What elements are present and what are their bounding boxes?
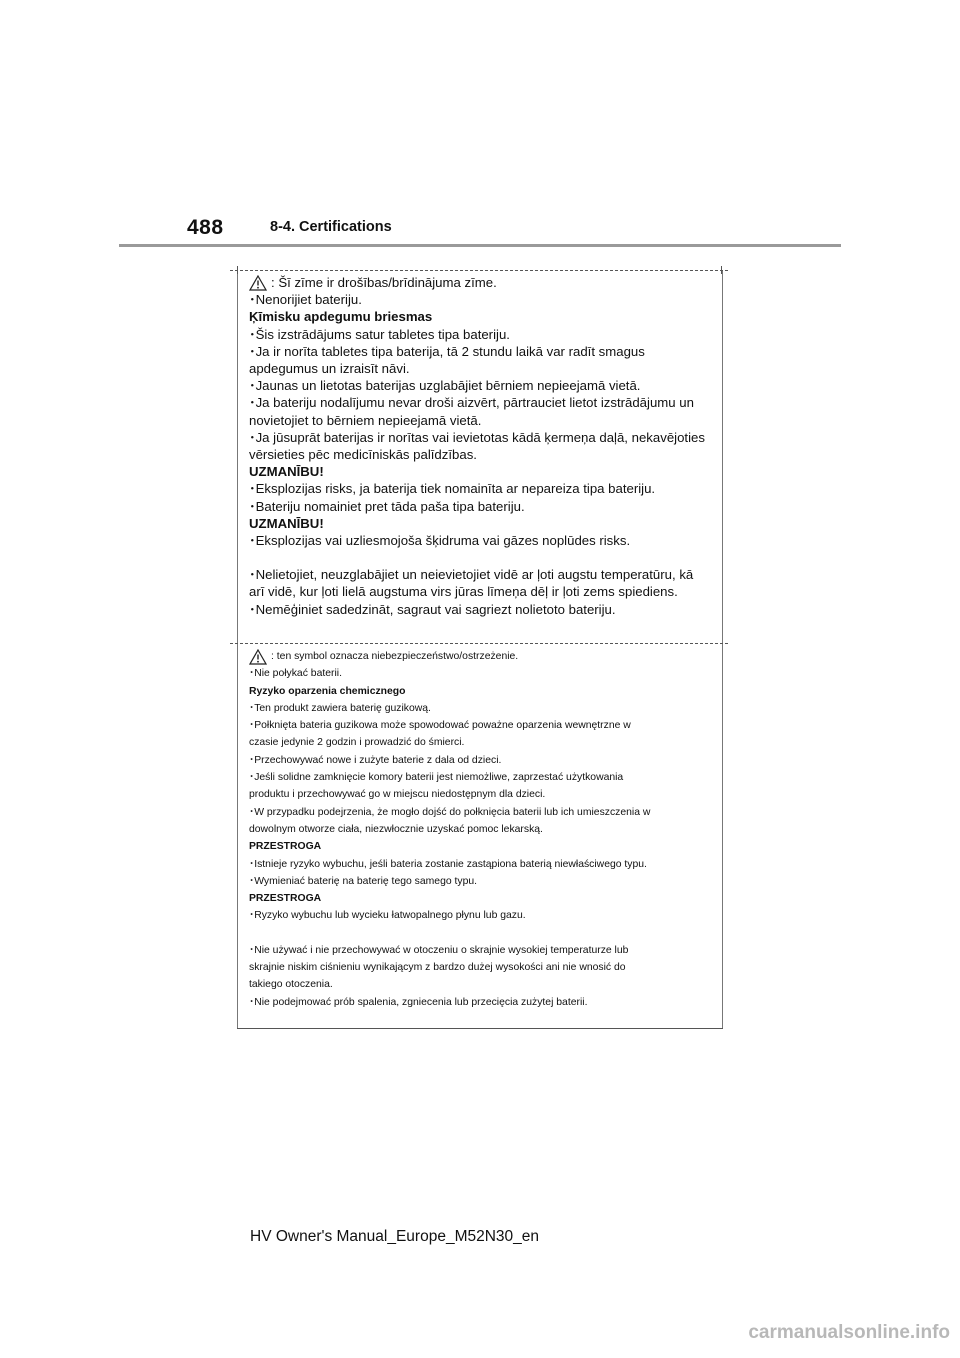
polish-warning-symbol-line xyxy=(249,648,709,665)
latvian-line: vērsieties pēc medicīniskās palīdzības. xyxy=(249,447,477,463)
page-header xyxy=(0,210,960,250)
latvian-line: ･Nelietojiet, neuzglabājiet un neievietojiet vidē ar ļoti augstu temperatūru, kā xyxy=(249,567,694,583)
polish-line: ･Nie używać i nie przechowywać w otoczeniu o skrajnie wysokiej temperaturze lub xyxy=(249,944,629,956)
label-divider xyxy=(230,643,728,644)
polish-line: skrajnie niskim ciśnieniu wynikającym z bardzo dużej wysokości ani nie wnosić do xyxy=(249,962,626,974)
latvian-line: novietojiet to bērniem nepieejamā vietā. xyxy=(249,412,482,428)
site-watermark: carmanualsonline.info xyxy=(748,1322,950,1343)
latvian-line: arī vidē, kur ļoti lielā augstuma virs jūras līmeņa dēļ ir ļoti zems spiediens. xyxy=(249,584,678,600)
polish-line: ･Nie podejmować prób spalenia, zgniecenia lub przecięcia zużytej baterii. xyxy=(249,996,588,1008)
manual-footer: HV Owner's Manual_Europe_M52N30_en xyxy=(250,1228,540,1245)
latvian-line: ･Ja bateriju nodalījumu nevar droši aizvērt, pārtrauciet lietot izstrādājumu un xyxy=(249,395,694,411)
latvian-line: ･Ja jūsuprāt baterijas ir norītas vai ievietotas kādā ķermeņa daļā, nekavējoties xyxy=(249,429,705,445)
latvian-line: ･Ja ir norīta tabletes tipa baterija, tā 2 stundu laikā var radīt smagus xyxy=(249,343,645,359)
polish-heading: PRZESTROGA xyxy=(249,893,322,905)
polish-line: czasie jedynie 2 godzin i prowadzić do śmierci. xyxy=(249,737,465,749)
warning-triangle-icon xyxy=(249,649,267,665)
polish-line: ･W przypadku podejrzenia, że mogło dojść do połknięcia baterii lub ich umieszczenia w xyxy=(249,806,651,818)
polish-line: ･Wymieniać baterię na baterię tego samego typu. xyxy=(249,875,478,887)
crop-mark xyxy=(721,266,722,274)
polish-line: produktu i przechowywać go w miejscu niedostępnym dla dzieci. xyxy=(249,789,546,801)
header-rule xyxy=(119,244,841,247)
polish-line: ･Ryzyko wybuchu lub wycieku łatwopalnego płynu lub gazu. xyxy=(249,910,526,922)
latvian-line: ･Eksplozijas risks, ja baterija tiek nomainīta ar nepareiza tipa bateriju. xyxy=(249,481,656,497)
section-title: 8-4. Certifications xyxy=(270,219,392,235)
latvian-warning-symbol-text: : Šī zīme ir drošības/brīdinājuma zīme. xyxy=(271,275,497,290)
polish-line: ･Przechowywać nowe i zużyte baterie z dala od dzieci. xyxy=(249,754,502,766)
polish-line: ･Jeśli solidne zamknięcie komory baterii jest niemożliwe, zaprzestać użytkowania xyxy=(249,772,624,784)
latvian-line: apdegumus un izraisīt nāvi. xyxy=(249,361,410,377)
latvian-heading: UZMANĪBU! xyxy=(249,464,324,480)
paragraph-gap xyxy=(249,925,709,942)
latvian-line: ･Šis izstrādājums satur tabletes tipa bateriju. xyxy=(249,326,510,342)
page-number: 488 xyxy=(187,216,224,239)
polish-heading: Ryzyko oparzenia chemicznego xyxy=(249,685,406,697)
crop-mark xyxy=(237,266,238,274)
latvian-line: ･Nemēģiniet sadedzināt, sagraut vai sagriezt nolietoto bateriju. xyxy=(249,601,616,617)
polish-line: dowolnym otworze ciała, niezwłocznie uzyskać pomoc lekarską. xyxy=(249,823,543,835)
paragraph-gap xyxy=(249,549,709,566)
latvian-warning-symbol-line xyxy=(249,274,709,291)
latvian-line: ･Nenorijiet bateriju. xyxy=(249,292,362,308)
latvian-heading: UZMANĪBU! xyxy=(249,515,324,531)
latvian-line: ･Bateriju nomainiet pret tāda paša tipa bateriju. xyxy=(249,498,525,514)
polish-warning-section xyxy=(249,648,709,1011)
latvian-heading: Ķīmisku apdegumu briesmas xyxy=(249,309,433,325)
label-top-border xyxy=(230,270,728,271)
latvian-line: ･Jaunas un lietotas baterijas uzglabājiet bērniem nepieejamā vietā. xyxy=(249,378,641,394)
latvian-line: ･Eksplozijas vai uzliesmojoša šķidruma vai gāzes noplūdes risks. xyxy=(249,533,631,549)
label-bottom-border xyxy=(237,1028,723,1029)
polish-line: ･Nie połykać baterii. xyxy=(249,668,342,680)
polish-line: ･Ten produkt zawiera baterię guzikową. xyxy=(249,702,431,714)
polish-line: ･Istnieje ryzyko wybuchu, jeśli bateria zostanie zastąpiona baterią niewłaściwego typu. xyxy=(249,858,647,870)
latvian-warning-section xyxy=(249,274,709,618)
polish-line: takiego otoczenia. xyxy=(249,979,333,991)
warning-triangle-icon xyxy=(249,275,267,291)
polish-line: ･Połknięta bateria guzikowa może spowodować poważne oparzenia wewnętrzne w xyxy=(249,720,631,732)
polish-heading: PRZESTROGA xyxy=(249,841,322,853)
polish-warning-symbol-text: : ten symbol oznacza niebezpieczeństwo/ostrzeżenie. xyxy=(271,651,519,662)
